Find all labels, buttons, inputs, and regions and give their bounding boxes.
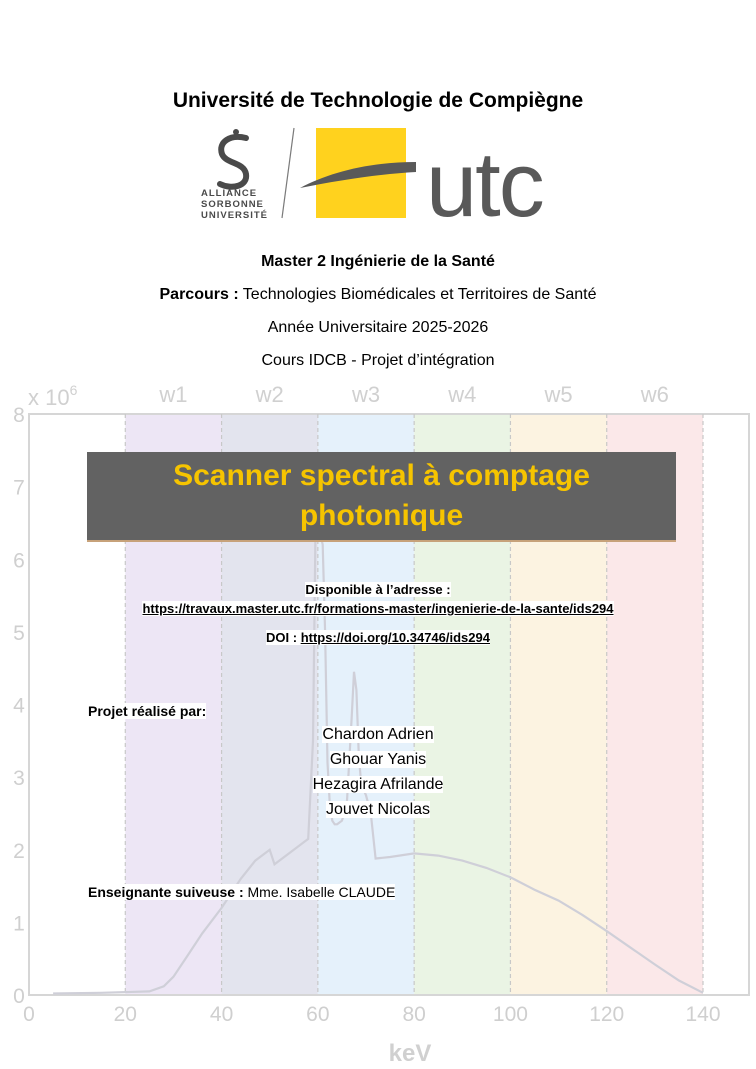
academic-year: Année Universitaire 2025-2026	[267, 319, 489, 336]
authors-list	[0, 722, 756, 822]
parcours-label: Parcours :	[159, 286, 239, 303]
master-title: Master 2 Ingénierie de la Santé	[261, 253, 495, 270]
y-tick-label: 6	[13, 549, 25, 573]
alliance-dot	[233, 129, 239, 135]
availability-block	[0, 580, 756, 618]
x-tick-label: 60	[306, 1003, 330, 1026]
x-tick-label: 40	[209, 1003, 234, 1026]
logo-row	[0, 122, 756, 222]
availability-label: Disponible à l’adresse :	[305, 582, 451, 597]
x-tick-label: 100	[492, 1003, 528, 1026]
supervisor-line	[88, 884, 395, 900]
utc-logo	[300, 128, 543, 222]
parcours-line	[0, 286, 756, 304]
y-tick-label: 4	[13, 694, 25, 718]
energy-window-label: w5	[544, 382, 573, 407]
x-tick-label: 20	[113, 1003, 137, 1026]
alliance-s-mark	[220, 137, 246, 187]
energy-window-label: w6	[640, 382, 669, 407]
logo-divider	[282, 128, 294, 218]
document-title-box	[87, 452, 676, 542]
x-tick-label: 0	[23, 1003, 35, 1026]
alliance-sorbonne-logo	[201, 129, 268, 221]
author-name: Hezagira Afrilande	[312, 776, 444, 793]
y-tick-label: 3	[13, 767, 25, 791]
title-line-1: Scanner spectral à comptage	[173, 459, 590, 492]
y-multiplier-label: x $10^6$	[28, 382, 78, 410]
supervisor-name: Mme. Isabelle CLAUDE	[247, 884, 396, 900]
y-tick-label: 8	[13, 404, 25, 427]
y-tick-label: 7	[13, 476, 25, 500]
availability-link[interactable]: https://travaux.master.utc.fr/formations-master/ingenierie-de-la-sante/ids294	[142, 601, 614, 616]
y-tick-label: 5	[13, 621, 25, 645]
alliance-text-3: UNIVERSITÉ	[201, 210, 269, 221]
title-line-2: photonique	[299, 499, 464, 532]
supervisor-label: Enseignante suiveuse :	[88, 884, 244, 900]
course-line: Cours IDCB - Projet d’intégration	[261, 352, 495, 369]
energy-window-label: w1	[159, 382, 188, 407]
doi-link[interactable]: https://doi.org/10.34746/ids294	[300, 630, 490, 645]
alliance-text-2: SORBONNE	[201, 199, 264, 210]
doi-line	[0, 630, 756, 645]
university-title: Université de Technologie de Compiègne	[172, 89, 584, 112]
y-tick-label: 2	[13, 839, 25, 863]
energy-window-label: w3	[351, 382, 381, 407]
energy-window-label: w2	[255, 382, 284, 407]
x-tick-label: 80	[402, 1003, 426, 1026]
y-tick-label: 0	[13, 985, 25, 1008]
author-name: Ghouar Yanis	[329, 751, 427, 768]
x-tick-label: 120	[589, 1003, 625, 1026]
utc-wordmark: utc	[426, 134, 543, 222]
y-tick-label: 1	[13, 912, 25, 936]
parcours-value: Technologies Biomédicales et Territoires de Santé	[242, 286, 597, 303]
author-name: Chardon Adrien	[322, 726, 434, 743]
doi-label: DOI :	[266, 630, 298, 645]
authors-label: Projet réalisé par:	[88, 703, 207, 719]
energy-window-label: w4	[448, 382, 477, 407]
author-name: Jouvet Nicolas	[325, 801, 431, 818]
x-tick-label: 140	[685, 1003, 721, 1026]
x-axis-label: keV	[388, 1040, 432, 1067]
alliance-text-1: ALLIANCE	[201, 188, 258, 199]
